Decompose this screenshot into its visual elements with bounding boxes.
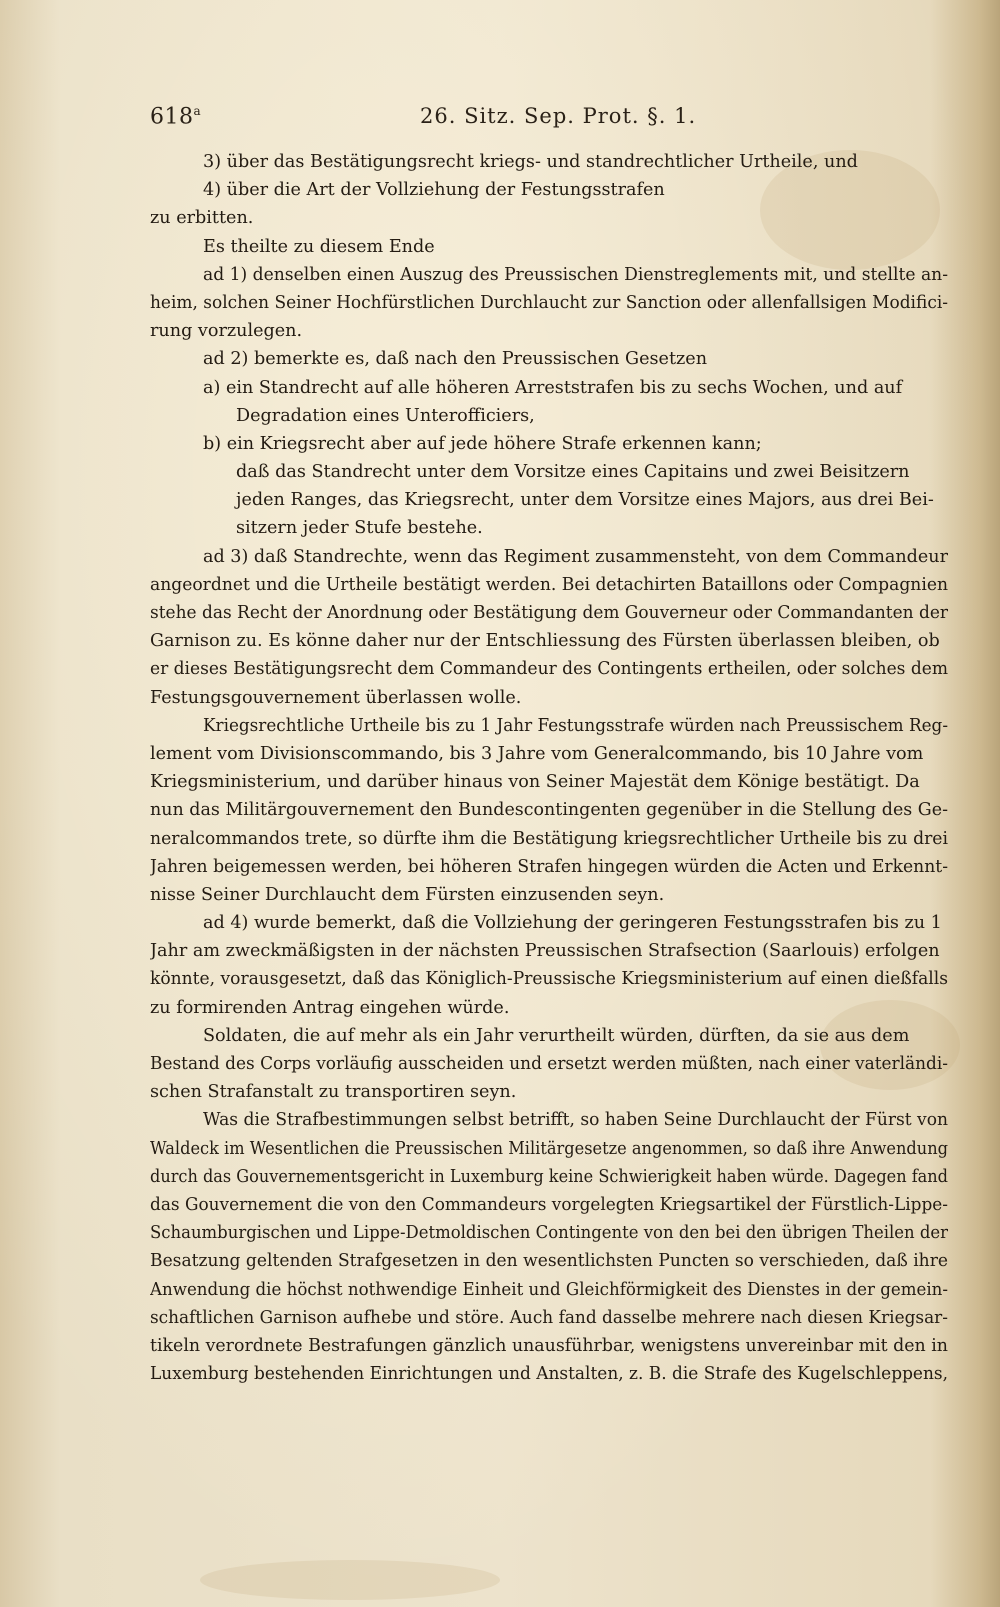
- text-line: durch das Gouvernementsgericht in Luxemburg keine Schwierigkeit haben würde. Dagegen fand: [150, 1166, 948, 1187]
- text-line: a) ein Standrecht auf alle höheren Arreststrafen bis zu sechs Wochen, und auf: [203, 377, 903, 398]
- text-line: Schaumburgischen und Lippe-Detmoldischen Contingente von den bei den übrigen Theilen der: [150, 1223, 948, 1244]
- text-line: Kriegsministerium, und darüber hinaus von Seiner Majestät dem Könige bestätigt. Da: [150, 772, 920, 793]
- text-line: er dieses Bestätigungsrecht dem Commandeur des Contingents ertheilen, oder solches dem: [150, 659, 948, 680]
- text-line: nun das Militärgouvernement den Bundescontingenten gegenüber in die Stellung des Ge-: [150, 800, 948, 821]
- text-line: ad 1) denselben einen Auszug des Preussischen Dienstreglements mit, und stellte an-: [203, 264, 948, 285]
- running-title: 26. Sitz. Sep. Prot. §. 1.: [420, 104, 697, 128]
- text-line: ad 3) daß Standrechte, wenn das Regiment zusammensteht, von dem Commandeur: [203, 546, 948, 567]
- text-line: Waldeck im Wesentlichen die Preussischen Militärgesetze angenommen, so daß ihre Anwendung: [150, 1138, 948, 1159]
- text-line: schen Strafanstalt zu transportiren seyn.: [150, 1082, 517, 1103]
- text-line: zu formirenden Antrag eingehen würde.: [150, 997, 510, 1018]
- text-line: schaftlichen Garnison aufhebe und störe. Auch fand dasselbe mehrere nach diesen Kriegsar-: [150, 1307, 948, 1328]
- text-line: Soldaten, die auf mehr als ein Jahr verurtheilt würden, dürften, da sie aus dem: [203, 1025, 910, 1046]
- text-line: Jahr am zweckmäßigsten in der nächsten Preussischen Strafsection (Saarlouis) erfolgen: [150, 941, 940, 962]
- text-line: daß das Standrecht unter dem Vorsitze eines Capitains und zwei Beisitzern: [236, 462, 910, 483]
- text-line: Bestand des Corps vorläufig ausscheiden und ersetzt werden müßten, nach einer vaterländi-: [150, 1054, 948, 1074]
- text-line: Anwendung die höchst nothwendige Einheit und Gleichförmigkeit des Dienstes in der gemein-: [150, 1279, 948, 1300]
- text-line: Es theilte zu diesem Ende: [203, 236, 435, 257]
- page-header: [150, 104, 698, 140]
- text-line: 4) über die Art der Vollziehung der Festungsstrafen: [203, 180, 665, 201]
- text-line: nisse Seiner Durchlaucht dem Fürsten einzusenden seyn.: [150, 884, 665, 905]
- text-line: Luxemburg bestehenden Einrichtungen und Anstalten, z. B. die Strafe des Kugelschleppens,: [150, 1364, 948, 1385]
- text-line: heim, solchen Seiner Hochfürstlichen Durchlaucht zur Sanction oder allenfallsigen Modifici-: [150, 292, 948, 313]
- text-line: Kriegsrechtliche Urtheile bis zu 1 Jahr Festungsstrafe würden nach Preussischem Reg-: [203, 715, 948, 736]
- text-line: jeden Ranges, das Kriegsrecht, unter dem Vorsitze eines Majors, aus drei Bei-: [236, 490, 934, 511]
- text-line: ad 2) bemerkte es, daß nach den Preussischen Gesetzen: [203, 349, 708, 370]
- text-line: zu erbitten.: [150, 208, 254, 229]
- text-line: Festungsgouvernement überlassen wolle.: [150, 687, 522, 708]
- paper-stain: [200, 1560, 500, 1600]
- text-line: stehe das Recht der Anordnung oder Bestätigung dem Gouverneur oder Commandanten der: [150, 603, 948, 623]
- text-line: Besatzung geltenden Strafgesetzen in den wesentlichsten Puncten so verschieden, daß ihre: [150, 1251, 948, 1272]
- text-line: b) ein Kriegsrecht aber auf jede höhere Strafe erkennen kann;: [203, 433, 762, 454]
- text-line: könnte, vorausgesetzt, daß das Königlich-Preussische Kriegsministerium auf einen dießfalls: [150, 969, 948, 990]
- text-line: das Gouvernement die von den Commandeurs vorgelegten Kriegsartikel der Fürstlich-Lippe-: [150, 1194, 948, 1215]
- text-line: rung vorzulegen.: [150, 321, 303, 342]
- text-line: Degradation eines Unterofficiers,: [236, 405, 535, 426]
- text-line: sitzern jeder Stufe bestehe.: [236, 518, 483, 539]
- page-number: 618$^a$: [150, 104, 202, 130]
- text-line: lement vom Divisionscommando, bis 3 Jahre vom Generalcommando, bis 10 Jahre vom: [150, 743, 924, 764]
- text-line: Garnison zu. Es könne daher nur der Entschliessung des Fürsten überlassen bleiben, ob: [150, 631, 940, 652]
- text-line: Jahren beigemessen werden, bei höheren Strafen hingegen würden die Acten und Erkennt-: [150, 856, 948, 877]
- text-line: 3) über das Bestätigungsrecht kriegs- und standrechtlicher Urtheile, und: [203, 152, 858, 172]
- text-line: neralcommandos trete, so dürfte ihm die Bestätigung kriegsrechtlicher Urtheile bis zu drei: [150, 828, 948, 849]
- text-line: Was die Strafbestimmungen selbst betrifft, so haben Seine Durchlaucht der Fürst von: [203, 1110, 948, 1131]
- page-number-suffix: a: [193, 104, 202, 118]
- text-line: tikeln verordnete Bestrafungen gänzlich unausführbar, wenigstens unvereinbar mit den in: [150, 1335, 948, 1356]
- text-line: angeordnet und die Urtheile bestätigt werden. Bei detachirten Bataillons oder Compagnien: [150, 574, 948, 595]
- body-text: [150, 148, 948, 1388]
- text-line: ad 4) wurde bemerkt, daß die Vollziehung der geringeren Festungsstrafen bis zu 1: [203, 913, 942, 934]
